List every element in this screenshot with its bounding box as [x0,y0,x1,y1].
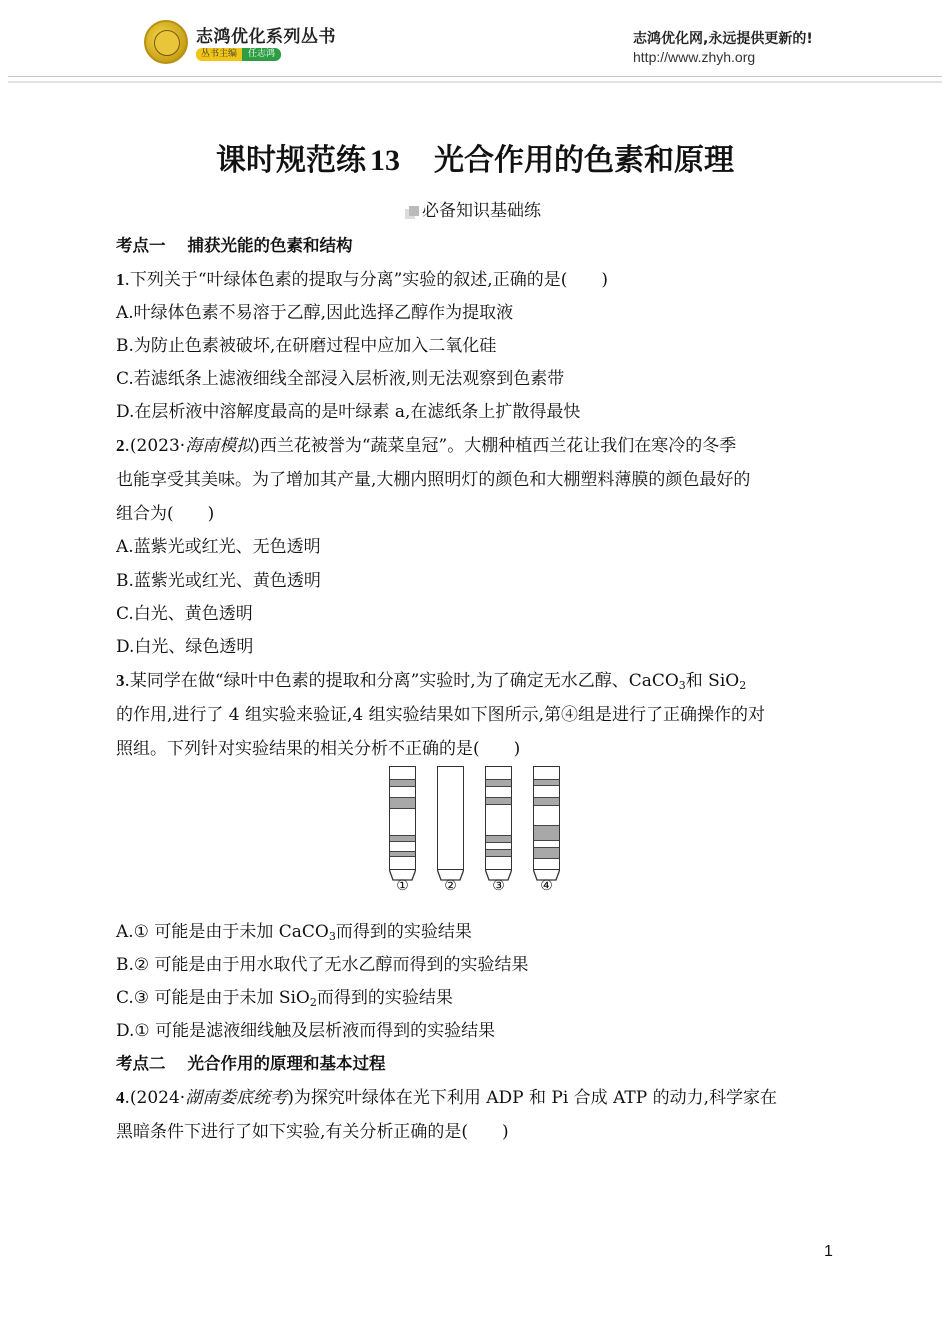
q3-line-1-text-b: 和 SiO [685,671,740,691]
q4-line-2-text: 黑暗条件下进行了如下实验,有关分析正确的是( [116,1122,469,1142]
q3-sub-1: 3 [678,679,686,692]
page-title [0,135,950,179]
editor-badge [196,48,281,61]
chromatography-figure [380,760,570,900]
q2-source: 海南模拟 [185,436,254,456]
pigment-band [486,797,511,805]
q4-line-1 [116,1083,777,1108]
section-label: 必备知识基础练 [422,201,541,221]
q2-line-1-text: )西兰花被誉为“蔬菜皇冠”。大棚种植西兰花让我们在寒冷的冬季 [253,436,737,456]
q3-line-1-text: .某同学在做“绿叶中色素的提取和分离”实验时,为了确定无水乙醇、CaCO [124,671,679,691]
page-number: 1 [824,1243,833,1260]
q2-line-3-text: 组合为( [116,504,174,524]
q2-option-d: D.白光、绿色透明 [116,637,254,657]
q2-option-c: C.白光、黄色透明 [116,604,253,624]
filter-strip-4 [533,766,560,870]
q3-option-a-sub: 3 [328,930,336,943]
title-number: 13 [370,144,400,177]
q4-line-2-close: ) [502,1122,509,1142]
q1-option-d: D.在层析液中溶解度最高的是叶绿素 a,在滤纸条上扩散得最快 [116,402,581,422]
filter-strip-1 [389,766,416,870]
q2-option-b: B.蓝紫光或红光、黄色透明 [116,571,321,591]
filter-strip-3 [485,766,512,870]
pigment-band [534,779,559,786]
q2-line-2: 也能享受其美味。为了增加其产量,大棚内照明灯的颜色和大棚塑料薄膜的颜色最好的 [116,470,751,490]
q2-line-3 [116,499,214,524]
q3-option-c-sub: 2 [309,996,317,1009]
pigment-band [534,825,559,841]
pigment-band [390,797,415,809]
knowledge-point-1 [116,232,353,256]
q4-number: 4 [116,1088,125,1107]
title-suffix: 光合作用的色素和原理 [434,143,734,178]
kp1-text: 捕获光能的色素和结构 [187,236,353,255]
q4-source: 湖南娄底统考 [185,1088,288,1108]
pigment-band [486,849,511,857]
strip-label-3: ③ [492,878,505,894]
q3-option-c-text-b: 而得到的实验结果 [316,988,453,1008]
page-header [0,0,950,80]
q3-option-b: B.② 可能是由于用水取代了无水乙醇而得到的实验结果 [116,955,529,975]
editor-label: 丛书主编 [196,48,242,61]
q4-line-2 [116,1117,509,1142]
kp2-text: 光合作用的原理和基本过程 [187,1054,386,1073]
q3-option-a [116,917,472,942]
q3-option-c-text: C.③ 可能是由于未加 SiO [116,988,310,1008]
q3-line-2: 的作用,进行了 4 组实验来验证,4 组实验结果如下图所示,第④组是进行了正确操作的对 [116,705,766,725]
q3-line-3 [116,734,520,759]
q3-number: 3 [116,671,125,690]
q2-line-1 [116,431,736,456]
q3-line-3-text: 照组。下列针对实验结果的相关分析不正确的是( [116,739,480,759]
q2-src-open: .(2023· [124,436,186,456]
q3-option-d: D.① 可能是滤液细线触及层析液而得到的实验结果 [116,1021,496,1041]
title-prefix: 课时规范练 [216,143,366,178]
filter-strip-2 [437,766,464,870]
q2-option-a: A.蓝紫光或红光、无色透明 [116,537,321,557]
q1-option-a: A.叶绿体色素不易溶于乙醇,因此选择乙醇作为提取液 [116,303,514,323]
strip-label-4: ④ [540,878,553,894]
pigment-band [486,835,511,843]
q4-src-open: .(2024· [124,1088,186,1108]
kp1-label: 考点一 [116,236,166,255]
q4-line-1-text: )为探究叶绿体在光下利用 ADP 和 Pi 合成 ATP 的动力,科学家在 [287,1088,778,1108]
q3-line-1 [116,666,746,691]
header-divider [8,76,942,83]
series-title: 志鸿优化系列丛书 [196,27,336,47]
pigment-band [390,851,415,857]
q1-stem [116,265,608,290]
pigment-band [390,835,415,842]
q1-number: 1 [116,270,125,289]
q1-stem-close: ) [601,270,608,290]
q3-option-a-text: A.① 可能是由于未加 CaCO [116,922,329,942]
header-slogan: 志鸿优化网,永远提供更新的! [633,31,813,47]
q3-option-c [116,983,453,1008]
kp2-label: 考点二 [116,1054,166,1073]
q3-line-3-close: ) [513,739,521,759]
knowledge-point-2 [116,1050,386,1074]
strip-label-1: ① [396,878,409,894]
editor-name: 任志鸿 [242,48,281,61]
pigment-band [390,779,415,787]
q3-option-a-text-b: 而得到的实验结果 [335,922,472,942]
q1-option-b: B.为防止色素被破坏,在研磨过程中应加入二氧化硅 [116,336,497,356]
q1-stem-text: .下列关于“叶绿体色素的提取与分离”实验的叙述,正确的是( [124,270,568,290]
pigment-band [486,779,511,787]
q3-sub-2: 2 [739,679,747,692]
q2-number: 2 [116,436,125,455]
pigment-band [534,797,559,806]
pigment-band [534,847,559,859]
section-banner [0,196,950,221]
q2-line-3-close: ) [207,504,215,524]
header-url[interactable]: http://www.zhyh.org [633,49,756,65]
section-square-icon [409,206,419,216]
strip-label-2: ② [444,878,457,894]
q1-option-c: C.若滤纸条上滤液细线全部浸入层析液,则无法观察到色素带 [116,369,565,389]
series-logo-icon [144,20,188,64]
